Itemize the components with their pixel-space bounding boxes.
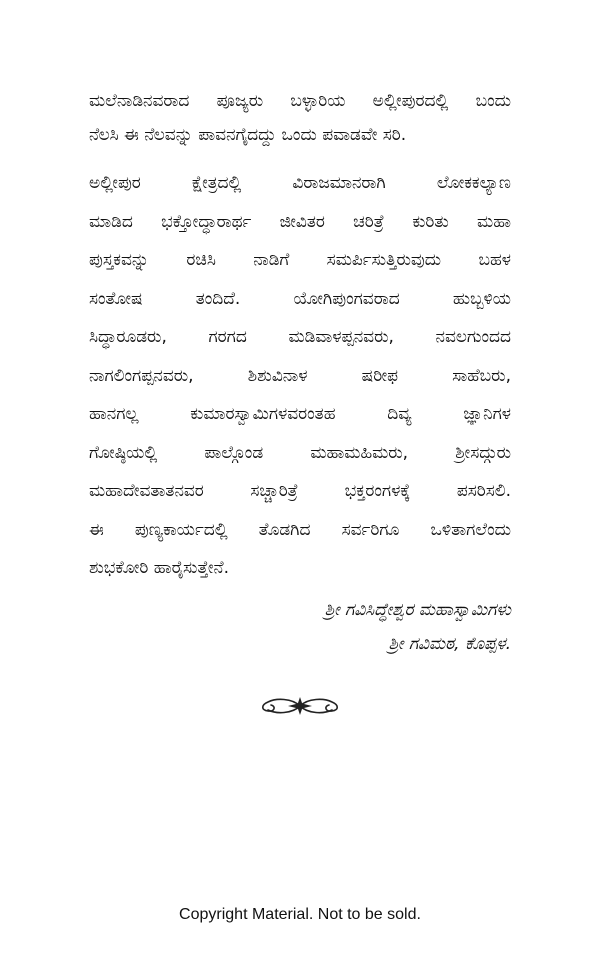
text-line: ಈ ಪುಣ್ಯಕಾರ್ಯದಲ್ಲಿ ತೊಡಗಿದ ಸರ್ವರಿಗೂ ಒಳಿತಾಗಲೆಂದು [89, 519, 511, 540]
text-line: ಮಲೆನಾಡಿನವರಾದ ಪೂಜ್ಯರು ಬಳ್ಳಾರಿಯ ಅಲ್ಲೀಪುರದಲ್ಲಿ ಬಂದು [89, 91, 511, 111]
text-line: ಹಾನಗಲ್ಲ ಕುಮಾರಸ್ವಾಮಿಗಳವರಂತಹ ದಿವ್ಯ ಜ್ಞಾನಿಗಳ [89, 404, 511, 424]
text-line: ಸಿದ್ಧಾರೂಡರು, ಗರಗದ ಮಡಿವಾಳಪ್ಪನವರು, ನವಲಗುಂದದ [89, 327, 511, 347]
paragraph-blessing [89, 164, 511, 588]
text-line: ನಾಗಲಿಂಗಪ್ಪನವರು, ಶಿಶುವಿನಾಳ ಷರೀಫ ಸಾಹೆಬರು, [89, 365, 511, 386]
text-line: ನೆಲಸಿ ಈ ನೆಲವನ್ನು ಪಾವನಗೈದದ್ದು ಒಂದು ಪವಾಡವೇ ಸರಿ. [89, 125, 407, 145]
signature-place: ಶ್ರೀ ಗವಿಮಠ, ಕೊಪ್ಪಳ. [388, 634, 511, 654]
text-line: ಸಂತೋಷ ತಂದಿದೆ. ಯೋಗಿಪುಂಗವರಾದ ಹುಬ್ಬಳಿಯ [89, 288, 511, 309]
copyright-footer: Copyright Material. Not to be sold. [179, 906, 421, 923]
signature-name: ಶ್ರೀ ಗವಿಸಿದ್ಧೇಶ್ವರ ಮಹಾಸ್ವಾಮಿಗಳು [324, 600, 511, 620]
flourish-divider-icon [258, 693, 342, 719]
text-line: ಗೋಷ್ಠಿಯಲ್ಲಿ ಪಾಲ್ಗೊಂಡ ಮಹಾಮಹಿಮರು, ಶ್ರೀಸದ್ಗುರು [89, 442, 511, 463]
text-line: ಮಹಾದೇವತಾತನವರ ಸಚ್ಚಾರಿತ್ರೆ ಭಕ್ತರಂಗಳಕ್ಕೆ ಪಸರಿಸಲಿ. [89, 481, 511, 501]
text-line: ಶುಭಕೋರಿ ಹಾರೈಸುತ್ತೇನೆ. [89, 558, 230, 578]
text-line: ಅಲ್ಲೀಪುರ ಕ್ಷೇತ್ರದಲ್ಲಿ ವಿರಾಜಮಾನರಾಗಿ ಲೋಕಕಲ್ಯಾಣ [89, 173, 511, 193]
text-line: ಪುಸ್ತಕವನ್ನು ರಚಿಸಿ ನಾಡಿಗೆ ಸಮರ್ಪಿಸುತ್ತಿರುವುದು ಬಹಳ [89, 250, 511, 270]
paragraph-intro [89, 84, 511, 152]
text-line: ಮಾಡಿದ ಭಕ್ತೋದ್ಧಾರಾರ್ಥ ಜೀವಿತರ ಚರಿತ್ರೆ ಕುರಿತು ಮಹಾ [89, 211, 511, 232]
